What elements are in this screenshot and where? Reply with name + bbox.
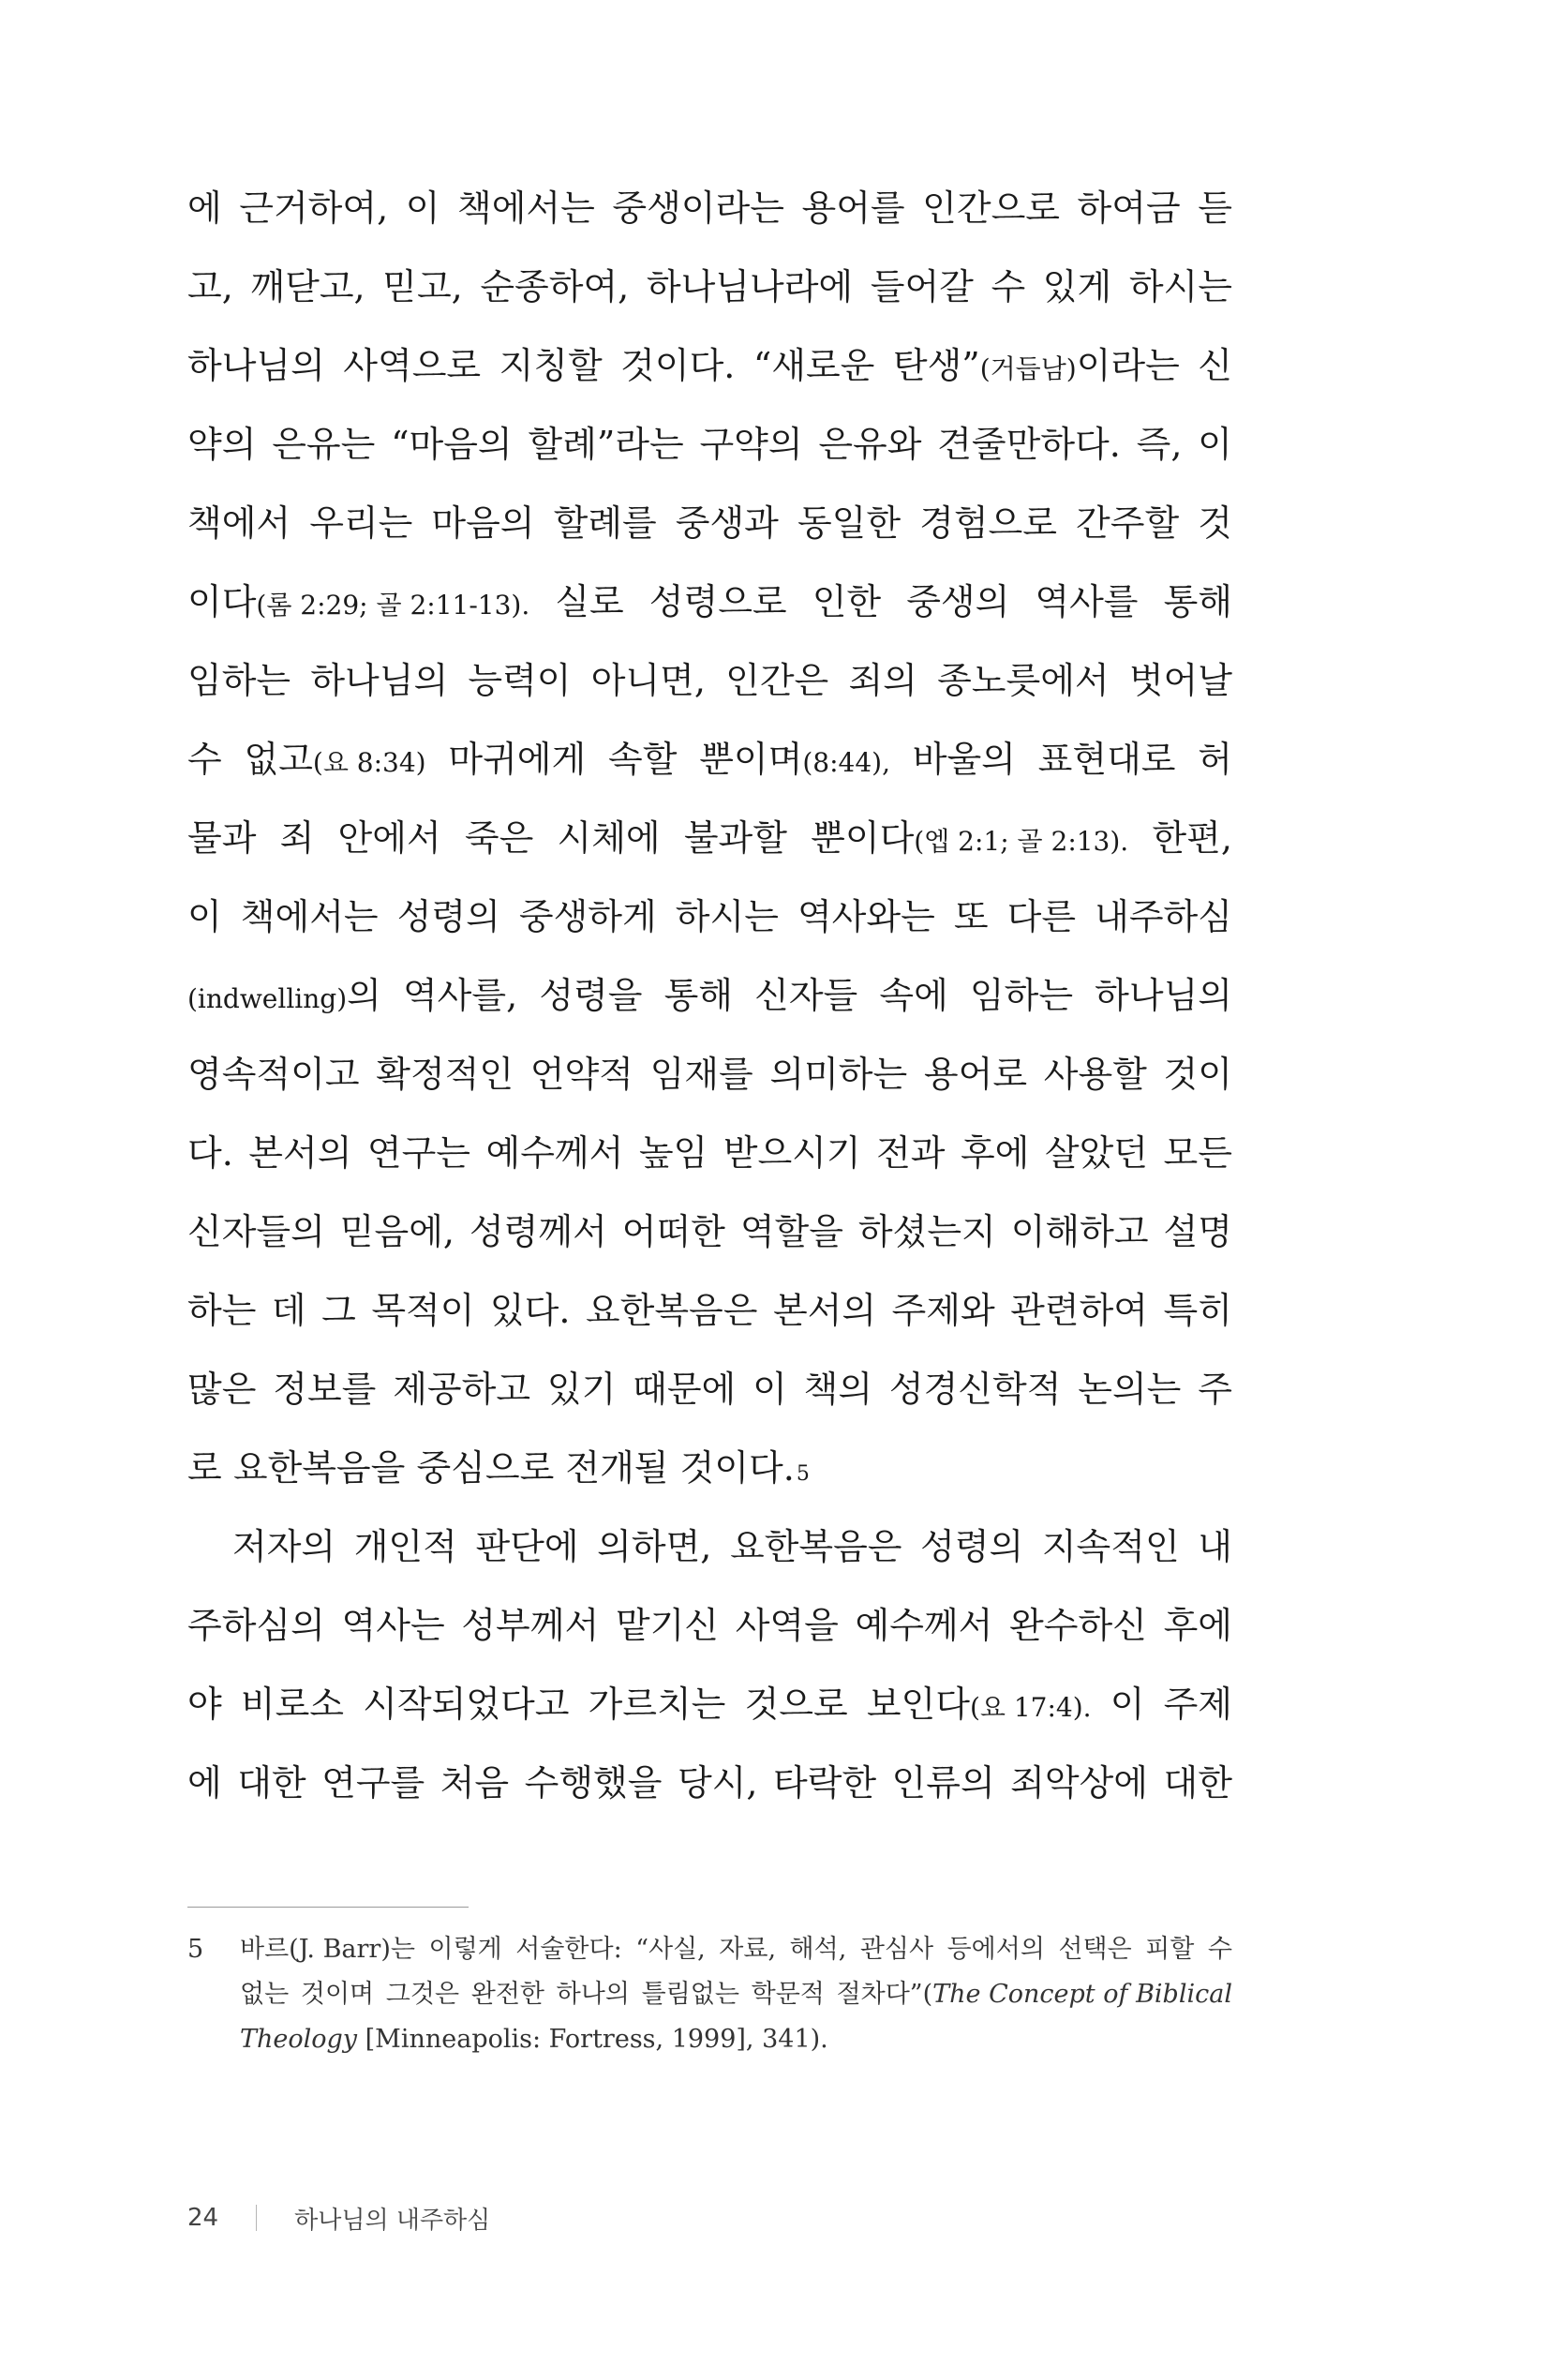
text-segment: 주하심의 — [187, 1605, 325, 1646]
text-segment: 논의는 — [1078, 1369, 1182, 1410]
text-line — [187, 1114, 1232, 1192]
text-segment: 인한 — [812, 581, 882, 622]
text-segment: 로 — [187, 1447, 222, 1489]
text-segment: 야 — [187, 1684, 222, 1725]
text-segment: 마귀에게 — [448, 739, 587, 780]
text-segment: 뿐이다(엡 2:1; 골 2:13). — [811, 817, 1129, 859]
text-segment: 한편, — [1152, 817, 1232, 859]
text-segment: 성령을 — [539, 975, 643, 1016]
text-line — [187, 562, 1232, 641]
text-segment: 하셨는지 — [857, 1211, 996, 1252]
text-segment: 고, — [187, 266, 233, 307]
text-segment: 것이다. — [620, 345, 736, 386]
text-segment: 처음 — [440, 1762, 510, 1804]
text-segment: 성령의 — [920, 1526, 1024, 1567]
text-segment: 역할을 — [739, 1211, 843, 1252]
text-segment: 주 — [1198, 1369, 1232, 1410]
text-segment: 본서의 — [772, 1290, 877, 1331]
text-segment: 것 — [1198, 502, 1232, 544]
text-segment: 우리는 — [309, 502, 413, 544]
text-segment: 견줄만하다. — [937, 424, 1121, 465]
footnote-line — [187, 1972, 1232, 2017]
text-segment: “사실, — [635, 1935, 706, 1964]
text-segment: 전개될 — [565, 1447, 669, 1489]
text-segment: 비로소 — [240, 1684, 344, 1725]
text-segment: 안에서 — [337, 817, 441, 859]
text-segment: 제공하고 — [393, 1369, 531, 1410]
text-segment: 중심으로 — [416, 1447, 555, 1489]
text-segment: 자료, — [719, 1935, 777, 1964]
text-segment: 듣 — [1198, 187, 1232, 229]
text-segment: 죄악상에 — [1010, 1762, 1148, 1804]
text-segment: 높임 — [638, 1132, 708, 1174]
text-segment: 연구를 — [321, 1762, 425, 1804]
text-segment: 전과 — [876, 1132, 946, 1174]
text-segment: 때문에 — [633, 1369, 737, 1410]
text-segment: 약의 — [187, 424, 257, 465]
footnote-line — [187, 1927, 1232, 1972]
text-segment: 등에서의 — [946, 1935, 1045, 1964]
text-segment: 중생하게 — [518, 896, 657, 937]
text-segment: 보인다(요 17:4). — [866, 1684, 1092, 1725]
text-segment: 대한 — [237, 1762, 306, 1804]
text-segment: 없는 — [240, 1980, 290, 2009]
text-segment: 절차다”(The Concept of Biblical — [836, 1980, 1232, 2009]
text-line — [187, 326, 1232, 405]
text-segment: 역사를 — [1035, 581, 1139, 622]
text-segment: 시작되었다고 — [363, 1684, 570, 1725]
text-line — [187, 405, 1232, 484]
text-segment: 다른 — [1006, 896, 1077, 937]
text-segment: 없고(요 8:34) — [244, 739, 426, 780]
text-segment: 하여금 — [1077, 187, 1181, 229]
text-segment: 능력이 — [468, 660, 572, 701]
text-line — [187, 1507, 1232, 1586]
text-segment: 깨닫고, — [250, 266, 365, 307]
text-segment: 후에 — [960, 1132, 1030, 1174]
text-segment: 관심사 — [859, 1935, 934, 1964]
text-segment: 죄의 — [848, 660, 917, 701]
text-line — [187, 1350, 1232, 1429]
text-segment: 책에서는 — [457, 187, 595, 229]
text-segment: 언약적 — [529, 1054, 633, 1095]
text-segment: 성경신학적 — [888, 1369, 1062, 1410]
text-line — [187, 641, 1232, 720]
scripture-reference: (엡 2:1; 골 2:13). — [914, 826, 1129, 857]
text-segment: 성령으로 — [648, 581, 787, 622]
text-segment: 하나님의 — [310, 660, 449, 701]
text-segment: 틀림없는 — [641, 1980, 739, 2009]
text-segment: 에 — [187, 1762, 222, 1804]
text-segment: 특히 — [1163, 1290, 1232, 1331]
text-segment: 주제 — [1163, 1684, 1232, 1725]
text-segment: 임하는 — [969, 975, 1074, 1016]
text-segment: 이해하고 — [1010, 1211, 1149, 1252]
text-line — [187, 484, 1232, 562]
text-segment: 목적이 — [371, 1290, 475, 1331]
text-segment: 은유는 — [272, 424, 376, 465]
footnote — [187, 1927, 1232, 2062]
text-segment: 임하는 — [187, 660, 291, 701]
text-segment: 예수께서 — [855, 1605, 993, 1646]
text-line — [187, 1665, 1232, 1744]
text-segment: 중생과 — [675, 502, 779, 544]
text-segment: 하는 — [187, 1290, 257, 1331]
text-segment: 사용할 — [1043, 1054, 1147, 1095]
text-segment: 선택은 — [1058, 1935, 1132, 1964]
text-segment: 본서의 — [248, 1132, 352, 1174]
text-segment: 은유와 — [818, 424, 922, 465]
text-segment: 신자들 — [754, 975, 858, 1016]
text-segment: 이렇게 — [428, 1935, 502, 1964]
text-segment: 영속적이고 — [187, 1054, 360, 1095]
text-segment: 요한복음은 — [585, 1290, 758, 1331]
text-segment: 내 — [1198, 1526, 1232, 1567]
text-segment: 수행했을 — [524, 1762, 663, 1804]
text-segment: 죄 — [279, 817, 315, 859]
text-segment: 정보를 — [273, 1369, 377, 1410]
text-segment: 실로 — [555, 581, 624, 622]
text-segment: 수 — [991, 266, 1026, 307]
text-segment: 에 — [187, 187, 222, 229]
text-segment: 할례를 — [553, 502, 657, 544]
page-number: 24 — [187, 2204, 219, 2232]
text-line — [187, 799, 1232, 877]
text-segment: 표현대로 — [1037, 739, 1176, 780]
text-segment: 이다(롬 2:29; 골 2:11-13). — [187, 581, 530, 622]
text-segment: 근거하여, — [239, 187, 389, 229]
text-segment: “새로운 — [753, 345, 875, 386]
footnote-number: 5 — [187, 1935, 204, 1964]
text-segment: 책의 — [803, 1369, 873, 1410]
text-segment: 피할 — [1145, 1935, 1195, 1964]
body-text — [187, 169, 1232, 1822]
text-segment: 용어를 — [801, 187, 905, 229]
text-line — [187, 1586, 1232, 1665]
text-segment: 하나님의 — [1095, 975, 1232, 1016]
text-segment: 학문적 — [751, 1980, 825, 2009]
scripture-reference: (요 17:4). — [969, 1692, 1092, 1723]
text-segment: 그 — [321, 1290, 356, 1331]
text-segment: 아니면, — [590, 660, 706, 701]
text-segment: 의하면, — [597, 1526, 712, 1567]
text-segment: 하시는 — [675, 896, 779, 937]
text-segment: 많은 — [187, 1369, 257, 1410]
text-segment: 사역을 — [735, 1605, 839, 1646]
text-segment: 임재를 — [649, 1054, 753, 1095]
text-line — [187, 956, 1232, 1035]
scripture-reference: (요 8:34) — [312, 747, 426, 778]
text-segment: 내주하심 — [1095, 896, 1232, 937]
text-segment: 죽은 — [464, 817, 534, 859]
text-segment: “마음의 — [391, 424, 513, 465]
text-segment: 의미하는 — [769, 1054, 908, 1095]
text-segment: 신자들의 — [187, 1211, 325, 1252]
text-segment: 사역으로 — [343, 345, 482, 386]
text-segment: 서술한다: — [515, 1935, 622, 1964]
text-segment: 요한복음은 — [729, 1526, 902, 1567]
text-segment: 이 — [187, 896, 222, 937]
text-line — [187, 1271, 1232, 1350]
text-segment: 믿고, — [382, 266, 463, 307]
text-line — [187, 1192, 1232, 1271]
text-segment: 역사는 — [341, 1605, 445, 1646]
text-segment: Theology [Minneapolis: Fortress, 1999], 341). — [240, 2025, 828, 2054]
footer-separator — [256, 2205, 257, 2231]
text-segment: 간주할 — [1076, 502, 1180, 544]
text-segment: 지칭할 — [499, 345, 603, 386]
text-segment: 또 — [953, 896, 989, 937]
text-segment: 중생의 — [906, 581, 1010, 622]
text-segment: 인간은 — [725, 660, 829, 701]
text-segment: 탄생”(거듭남)이라는 — [892, 345, 1180, 386]
text-segment: 개인적 — [353, 1526, 457, 1567]
text-segment: 속에 — [879, 975, 948, 1016]
text-segment: 하나의 — [556, 1980, 630, 2009]
text-segment: 속할 — [608, 739, 678, 780]
text-segment: 이 — [405, 187, 440, 229]
text-line: 로 요한복음을 중심으로 전개될 것이다. 5 — [187, 1429, 1232, 1507]
text-segment: 역사를, — [402, 975, 518, 1016]
text-segment: 설명 — [1163, 1211, 1232, 1252]
text-segment: 성령께서 — [469, 1211, 607, 1252]
text-segment: 주제와 — [891, 1290, 995, 1331]
text-segment: 지속적인 — [1041, 1526, 1180, 1567]
text-segment: 완전한 — [470, 1980, 544, 2009]
text-segment: 마음의 — [431, 502, 535, 544]
text-segment: 어떠한 — [621, 1211, 725, 1252]
scripture-reference: (롬 2:29; 골 2:11-13). — [256, 590, 530, 621]
text-segment: 신 — [1198, 345, 1232, 386]
text-segment: 있다. — [489, 1290, 571, 1331]
text-segment: 후에 — [1163, 1605, 1232, 1646]
text-segment: 가르치는 — [588, 1684, 726, 1725]
text-segment: 것이 — [1163, 1054, 1232, 1095]
text-line — [187, 169, 1232, 247]
text-segment: 이 — [1198, 424, 1232, 465]
text-segment: 것이다. — [679, 1447, 795, 1489]
text-segment: 해석, — [789, 1935, 847, 1964]
text-segment: 역사와는 — [797, 896, 935, 937]
text-segment: 즉, — [1136, 424, 1183, 465]
text-segment: 하시는 — [1128, 266, 1232, 307]
text-segment: 불과할 — [683, 817, 787, 859]
text-segment: 데 — [271, 1290, 306, 1331]
text-segment: 다. — [187, 1132, 233, 1174]
text-segment: 받으시기 — [723, 1132, 861, 1174]
text-segment: 뿐이며(8:44), — [699, 739, 890, 780]
text-segment: 종노릇에서 — [937, 660, 1110, 701]
text-line — [187, 1035, 1232, 1114]
text-segment: 모든 — [1163, 1132, 1232, 1174]
text-segment: 인간으로 — [922, 187, 1060, 229]
text-line — [187, 247, 1232, 326]
text-segment: 요한복음을 — [232, 1447, 406, 1489]
text-segment: 구약의 — [699, 424, 803, 465]
text-segment: 수 — [1207, 1935, 1232, 1964]
text-segment: 시체에 — [557, 817, 661, 859]
text-segment: 맡기신 — [615, 1605, 719, 1646]
text-segment: 그것은 — [385, 1980, 460, 2009]
text-segment: 것이며 — [300, 1980, 375, 2009]
text-segment: 성부께서 — [461, 1605, 600, 1646]
text-segment: 믿음에, — [339, 1211, 455, 1252]
text-segment: 바울의 — [912, 739, 1016, 780]
text-segment: 있게 — [1042, 266, 1112, 307]
text-segment: 판단에 — [475, 1526, 579, 1567]
text-segment: 예수께서 — [485, 1132, 624, 1174]
text-line — [187, 1744, 1232, 1822]
text-segment: 당시, — [677, 1762, 758, 1804]
text-segment: 이 — [1110, 1684, 1145, 1725]
text-segment: 통해 — [663, 975, 733, 1016]
text-segment: 바르(J. Barr)는 — [240, 1935, 415, 1964]
text-segment: 완수하신 — [1009, 1605, 1147, 1646]
footnote-line — [187, 2017, 1232, 2062]
text-segment: 살았던 — [1044, 1132, 1148, 1174]
book-title-italic: The Concept of Biblical — [932, 1980, 1232, 2009]
text-segment: 허 — [1198, 739, 1232, 780]
text-segment: 물과 — [187, 817, 257, 859]
text-segment: (indwelling)의 — [187, 975, 381, 1016]
text-segment: 확정적인 — [376, 1054, 514, 1095]
text-segment: 통해 — [1163, 581, 1232, 622]
text-segment: 인류의 — [891, 1762, 995, 1804]
text-segment: 타락한 — [772, 1762, 877, 1804]
text-segment: 경험으로 — [919, 502, 1057, 544]
text-segment: 순종하여, — [480, 266, 630, 307]
text-segment: 들어갈 — [870, 266, 974, 307]
text-segment: 수 — [187, 739, 222, 780]
running-title: 하나님의 내주하심 — [294, 2206, 491, 2235]
book-title-italic: Theology — [240, 2025, 358, 2054]
text-segment: 연구는 — [366, 1132, 471, 1174]
text-segment: 용어로 — [923, 1054, 1028, 1095]
text-segment: 하나님의 — [187, 345, 325, 386]
text-segment: 벗어날 — [1128, 660, 1232, 701]
text-segment: 동일한 — [797, 502, 902, 544]
footnote-divider — [187, 1907, 469, 1908]
text-segment: 있기 — [546, 1369, 617, 1410]
text-segment: 대한 — [1163, 1762, 1232, 1804]
text-segment: 성령의 — [396, 896, 500, 937]
text-line — [187, 877, 1232, 956]
running-footer — [187, 2199, 490, 2237]
text-segment: 이 — [753, 1369, 787, 1410]
text-segment: 저자의 — [232, 1526, 336, 1567]
text-segment: 하나님나라에 — [646, 266, 854, 307]
text-segment: 것으로 — [744, 1684, 848, 1725]
text-segment: 할례”라는 — [528, 424, 684, 465]
text-line — [187, 720, 1232, 799]
text-segment: 책에서 — [187, 502, 291, 544]
text-segment: 중생이라는 — [612, 187, 784, 229]
text-segment: 관련하여 — [1010, 1290, 1148, 1331]
text-segment: 책에서는 — [240, 896, 379, 937]
